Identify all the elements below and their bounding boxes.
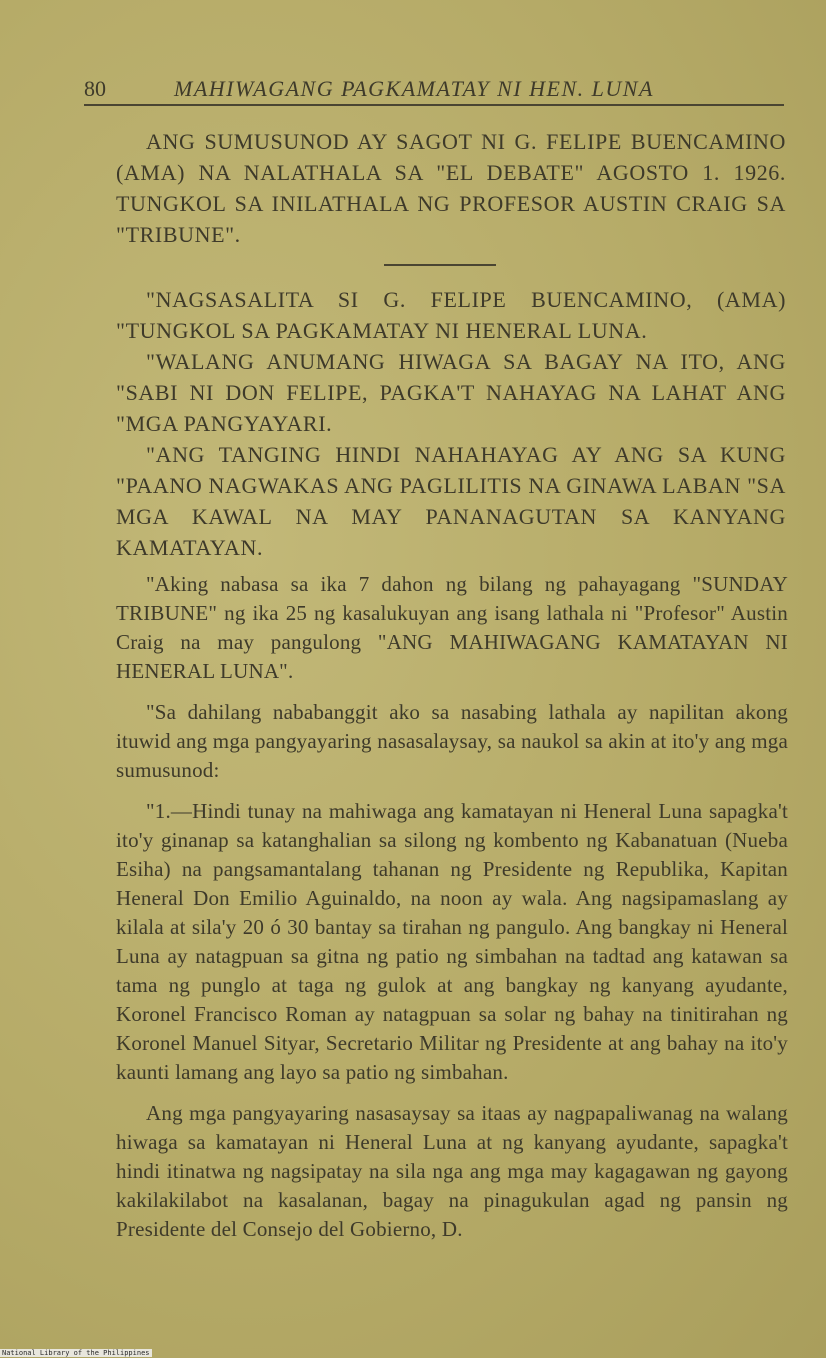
quoted-caps-paragraph: "ANG TANGING HINDI NAHAHAYAG AY ANG SA KUNG "PAANO NAGWAKAS ANG PAGLILITIS NA GINAWA LABAN "SA MGA KAWAL NA MAY PANANAGUTAN SA KANYANG KAMATAYAN. [116, 442, 786, 560]
section-divider [384, 264, 496, 266]
quoted-caps-block [116, 284, 786, 563]
body-paragraph: Ang mga pangyayaring nasasaysay sa itaas ay nagpapaliwanag na walang hiwaga sa kamatayan ni Heneral Luna at ng kanyang ayudante, sapagka't hindi itinatwa ng nagsipatay na sila nga ang mga may kagagawan ng gayong kakilakilabot na kasalanan, bagay na pinagukulan agad ng pansin ng Presidente del Consejo del Gobierno, D. [116, 1101, 788, 1241]
library-credit: National Library of the Philippines [2, 1349, 150, 1357]
intro-paragraph: ANG SUMUSUNOD AY SAGOT NI G. FELIPE BUENCAMINO (AMA) NA NALATHALA SA "EL DEBATE" AGOSTO 1. 1926. TUNGKOL SA INILATHALA NG PROFESOR AUSTIN CRAIG SA "TRIBUNE". [116, 129, 786, 247]
quoted-caps-paragraph: "NAGSASALITA SI G. FELIPE BUENCAMINO, (AMA) "TUNGKOL SA PAGKAMATAY NI HENERAL LUNA. [116, 287, 786, 343]
body-paragraph: "1.—Hindi tunay na mahiwaga ang kamatayan ni Heneral Luna sapagka't ito'y ginanap sa katanghalian sa silong ng kombento ng Kabanatuan (Nueba Esiha) na pangsamantalang tahanan ng Presidente ng Republika, Kapitan Heneral Don Emilio Aguinaldo, na noon ay wala. Ang nagsipamaslang ay kilala at sila'y 20 ó 30 bantay sa tirahan ng pangulo. Ang bangkay ni Heneral Luna ay natagpuan sa gitna ng patio ng simbahan na tadtad ang katawan sa tama ng punglo at taga ng gulok at ang bangkay ng kanyang ayudante, Koronel Francisco Roman ay natagpuan sa solar ng bahay na tinitirahan ng Koronel Manuel Sityar, Secretario Militar ng Presidente at ang bahay na ito'y kaunti lamang ang layo sa patio ng simbahan. [116, 799, 788, 1084]
body-paragraph: "Aking nabasa sa ika 7 dahon ng bilang ng pahayagang "SUNDAY TRIBUNE" ng ika 25 ng kasalukuyan ang isang lathala ni "Profesor" Austin Craig na may pangulong "ANG MAHIWAGANG KAMATAYAN NI HENERAL LUNA". [116, 572, 788, 683]
header-rule [84, 104, 784, 106]
body-text [116, 570, 788, 1256]
page-number: 80 [84, 76, 106, 101]
page-header [84, 72, 784, 108]
intro-block [116, 126, 786, 250]
running-title: MAHIWAGANG PAGKAMATAY NI HEN. LUNA [174, 76, 654, 101]
quoted-caps-paragraph: "WALANG ANUMANG HIWAGA SA BAGAY NA ITO, ANG "SABI NI DON FELIPE, PAGKA'T NAHAYAG NA LAHAT ANG "MGA PANGYAYARI. [116, 349, 786, 436]
body-paragraph: "Sa dahilang nababanggit ako sa nasabing lathala ay napilitan akong ituwid ang mga pangyayaring nasasalaysay, sa naukol sa akin at ito'y ang mga sumusunod: [116, 700, 788, 782]
